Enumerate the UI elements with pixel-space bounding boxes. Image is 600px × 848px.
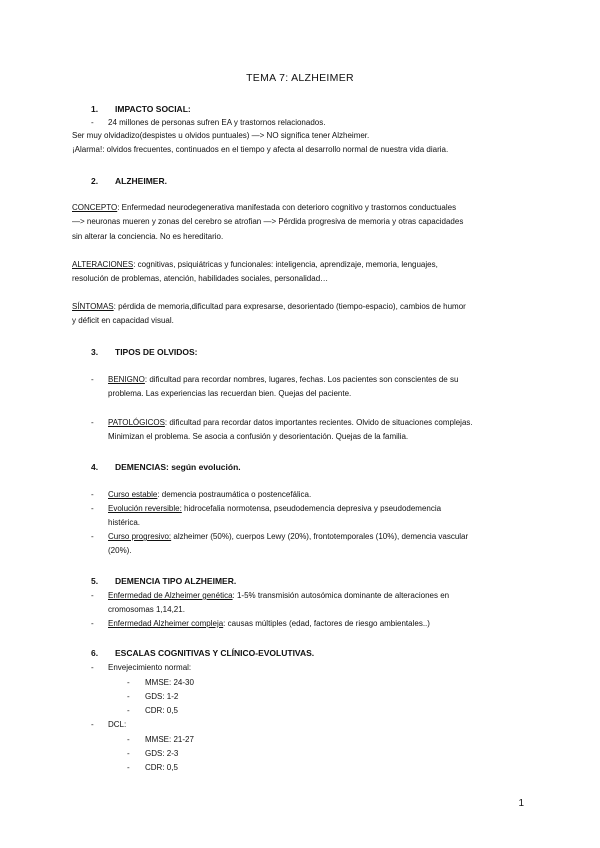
benigno-line2: problema. Las experiencias las recuerdan bien. Quejas del paciente. [108,389,352,398]
patologicos-line1: PATOLÓGICOS: dificultad para recordar datos importantes recientes. Olvido de situaciones complejas. [108,418,473,427]
bullet-dash: - [127,706,130,715]
bullet-dash: - [91,720,94,729]
evolucion-reversible-line2: histérica. [108,518,141,527]
bullet-dash: - [127,678,130,687]
curso-progresivo-line1: Curso progresivo: alzheimer (50%), cuerpos Lewy (20%), frontotemporales (10%), demencia vascular [108,532,469,541]
alteraciones-line2: resolución de problemas, atención, habilidades sociales, personalidad… [72,274,329,283]
bullet-dash: - [127,749,130,758]
g2-item-mmse: MMSE: 21-27 [145,735,194,744]
s1-line3: ¡Alarma!: olvidos frecuentes, continuados en el tiempo y afecta al desarrollo normal de nuestra vida diaria. [72,145,449,154]
concepto-line3: sin alterar la conciencia. No es hereditario. [72,232,224,241]
s1-line2: Ser muy olvidadizo(despistes u olvidos puntuales) —> NO significa tener Alzheimer. [72,131,370,140]
s1-bullet: 24 millones de personas sufren EA y trastornos relacionados. [108,118,326,127]
group-dcl: DCL: [108,720,127,729]
g2-item-cdr: CDR: 0,5 [145,763,178,772]
bullet-dash: - [91,418,94,427]
bullet-dash: - [127,692,130,701]
concepto-line2: —> neuronas mueren y zonas del cerebro se atrofian —> Pérdida progresiva de memoria y otras capacidades [72,217,464,226]
section-5-heading: 5. DEMENCIA TIPO ALZHEIMER. [91,576,237,586]
alzheimer-genetica-line1: Enfermedad de Alzheimer genética: 1-5% transmisión autosómica dominante de alteraciones en [108,591,450,600]
curso-progresivo-line2: (20%). [108,546,132,555]
bullet-dash: - [91,591,94,600]
bullet-dash: - [91,663,94,672]
bullet-dash: - [127,763,130,772]
curso-estable: Curso estable: demencia postraumática o postencefálica. [108,490,312,499]
g1-item-cdr: CDR: 0,5 [145,706,178,715]
bullet-dash: - [91,532,94,541]
section-4-heading: 4. DEMENCIAS: según evolución. [91,462,241,472]
concepto-line1: CONCEPTO: Enfermedad neurodegenerativa manifestada con deterioro cognitivo y trastornos conductuales [72,203,457,212]
alteraciones-line1: ALTERACIONES: cognitivas, psiquiátricas y funcionales: inteligencia, aprendizaje, memoria, lenguajes, [72,260,438,269]
g2-item-gds: GDS: 2-3 [145,749,179,758]
bullet-dash: - [91,504,94,513]
evolucion-reversible-line1: Evolución reversible: hidrocefalia normotensa, pseudodemencia depresiva y pseudodemencia [108,504,442,513]
bullet-dash: - [91,118,94,127]
section-6-heading: 6. ESCALAS COGNITIVAS Y CLÍNICO-EVOLUTIVAS. [91,648,315,658]
g1-item-mmse: MMSE: 24-30 [145,678,194,687]
sintomas-line1: SÍNTOMAS: pérdida de memoria,dificultad para expresarse, desorientado (tiempo-espacio), cambios de humor [72,302,466,311]
bullet-dash: - [127,735,130,744]
benigno-line1: BENIGNO: dificultad para recordar nombres, lugares, fechas. Los pacientes son conscientes de su [108,375,459,384]
bullet-dash: - [91,490,94,499]
page-number: 1 [518,798,524,809]
section-2-heading: 2. ALZHEIMER. [91,176,167,186]
patologicos-line2: Minimizan el problema. Se asocia a confusión y desorientación. Quejas de la familia. [108,432,409,441]
alzheimer-compleja: Enfermedad Alzheimer compleja: causas múltiples (edad, factores de riesgo ambientales..) [108,619,430,628]
group-envejecimiento-normal: Envejecimiento normal: [108,663,192,672]
section-1-heading: 1. IMPACTO SOCIAL: [91,104,191,114]
alzheimer-genetica-line2: cromosomas 1,14,21. [108,605,185,614]
g1-item-gds: GDS: 1-2 [145,692,179,701]
document-title: TEMA 7: ALZHEIMER [246,72,354,84]
bullet-dash: - [91,375,94,384]
sintomas-line2: y déficit en capacidad visual. [72,316,174,325]
bullet-dash: - [91,619,94,628]
section-3-heading: 3. TIPOS DE OLVIDOS: [91,347,198,357]
